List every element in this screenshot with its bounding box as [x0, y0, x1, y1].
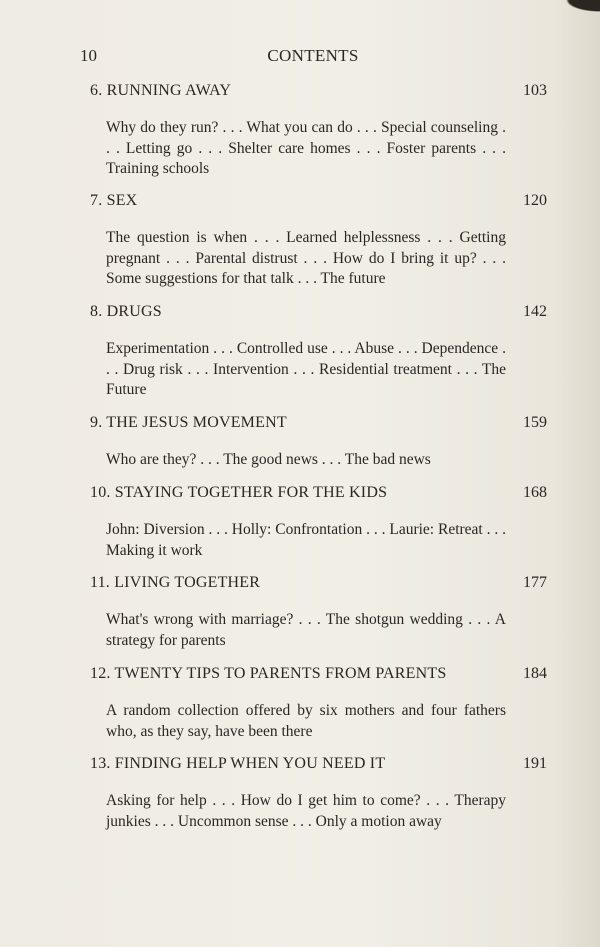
chapter-entry — [90, 414, 547, 471]
chapter-page: 103 — [523, 82, 547, 99]
chapter-title: 6. RUNNING AWAY — [90, 82, 232, 99]
chapter-title: 9. THE JESUS MOVEMENT — [90, 414, 287, 431]
chapter-description: Experimentation . . . Controlled use . . . Abuse . . . Dependence . . . Drug risk . . . Intervention . . . Residential treatment . . . The Future — [106, 340, 506, 398]
page-number: 10 — [80, 46, 97, 65]
chapter-page: 168 — [523, 484, 547, 501]
running-head-title: CONTENTS — [267, 46, 359, 65]
chapter-page: 184 — [523, 665, 547, 682]
page-corner-shadow — [560, 0, 600, 14]
chapter-title: 10. STAYING TOGETHER FOR THE KIDS — [90, 484, 388, 501]
chapter-page: 120 — [523, 192, 547, 209]
chapter-entry — [90, 303, 547, 401]
chapter-page: 142 — [523, 303, 547, 320]
chapter-page: 177 — [523, 574, 547, 591]
chapter-entry — [90, 82, 547, 180]
chapter-title: 7. SEX — [90, 192, 138, 209]
chapter-description: Asking for help . . . How do I get him to come? . . . Therapy junkies . . . Uncommon sense . . . Only a motion away — [106, 792, 506, 830]
chapter-entry — [90, 484, 547, 561]
chapter-title: 8. DRUGS — [90, 303, 162, 320]
chapter-description: The question is when . . . Learned helplessness . . . Getting pregnant . . . Parental distrust . . . How do I bring it up? . . . Some suggestions for that talk . . . The future — [106, 229, 506, 287]
chapter-title: 13. FINDING HELP WHEN YOU NEED IT — [90, 755, 386, 772]
chapter-description: John: Diversion . . . Holly: Confrontation . . . Laurie: Retreat . . . Making it work — [106, 521, 506, 559]
chapter-entry — [90, 574, 547, 651]
chapter-description: What's wrong with marriage? . . . The shotgun wedding . . . A strategy for parents — [106, 611, 506, 649]
chapter-entry — [90, 192, 547, 290]
chapter-description: Who are they? . . . The good news . . . The bad news — [106, 451, 431, 468]
chapter-description: Why do they run? . . . What you can do . . . Special counseling . . . Letting go . . . Shelter care homes . . . Foster parents . . . Training schools — [106, 119, 506, 177]
chapter-page: 191 — [523, 755, 547, 772]
chapter-title: 12. TWENTY TIPS TO PARENTS FROM PARENTS — [90, 665, 447, 682]
chapter-entry — [90, 665, 547, 742]
chapter-title: 11. LIVING TOGETHER — [90, 574, 261, 591]
chapter-description: A random collection offered by six mothers and four fathers who, as they say, have been there — [106, 702, 506, 740]
chapter-page: 159 — [523, 414, 547, 431]
chapter-entry — [90, 755, 547, 832]
running-head — [80, 46, 546, 68]
